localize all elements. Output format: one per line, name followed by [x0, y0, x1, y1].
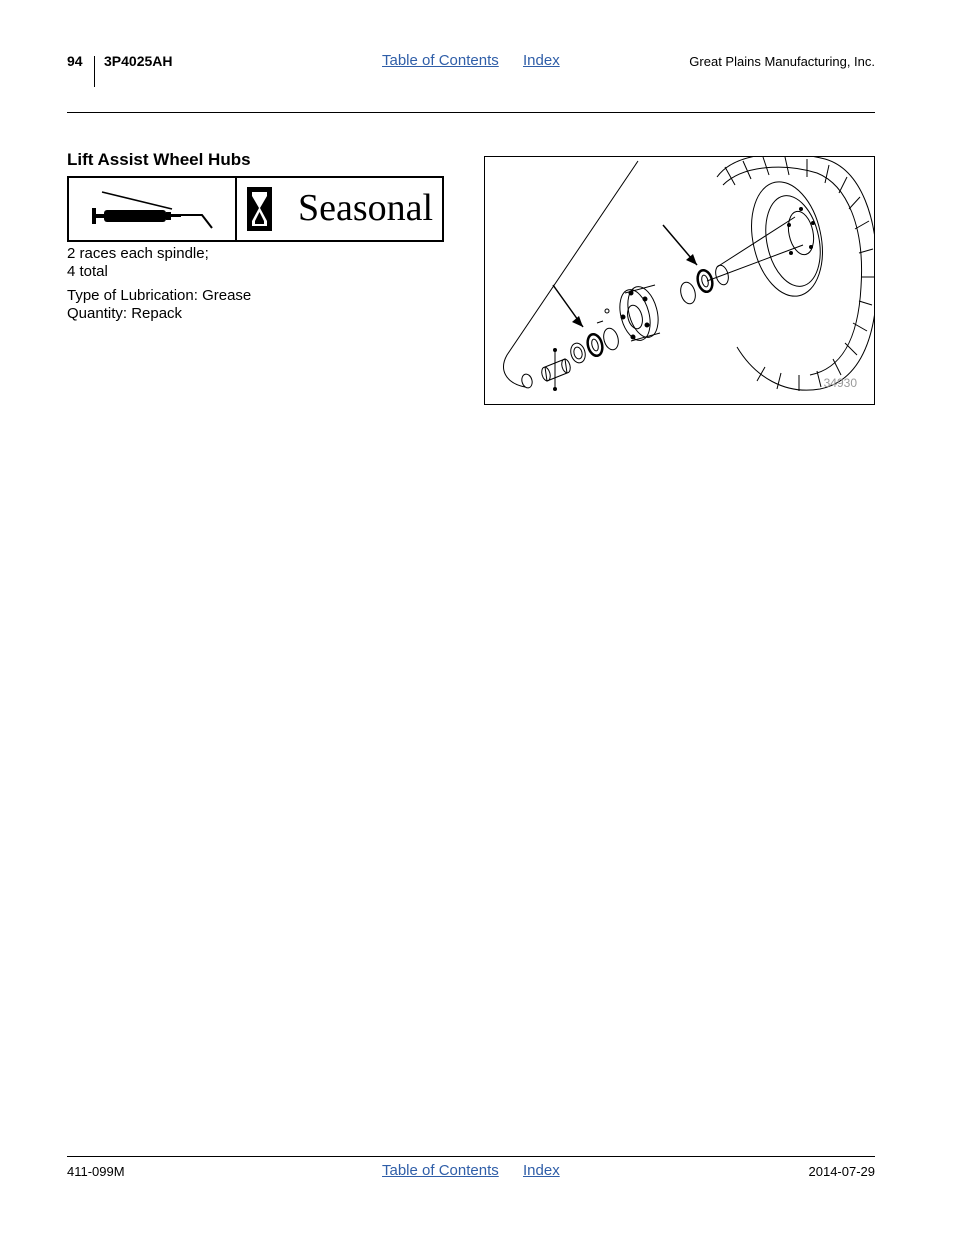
grease-gun-icon — [69, 178, 235, 240]
figure-number: 34930 — [823, 376, 857, 390]
footer-rule — [67, 1156, 875, 1157]
hourglass-icon — [247, 187, 272, 231]
bearing-description — [67, 245, 209, 280]
footer-index-link[interactable]: Index — [523, 1162, 560, 1179]
document-number: 411-099M — [67, 1164, 125, 1179]
lube-type-cell — [69, 178, 237, 240]
lubrication-type: Type of Lubrication: Grease — [67, 287, 252, 304]
page-number: 94 — [67, 53, 83, 69]
lubrication-chart — [67, 176, 444, 242]
header-toc-link[interactable]: Table of Contents — [382, 52, 499, 69]
description-line: 2 races each spindle; — [67, 245, 209, 262]
header-index-link[interactable]: Index — [523, 52, 560, 69]
revision-date: 2014-07-29 — [808, 1164, 875, 1179]
header-divider — [94, 56, 95, 87]
lubrication-quantity: Quantity: Repack — [67, 304, 183, 322]
description-line: 4 total — [67, 262, 108, 280]
footer-toc-link[interactable]: Table of Contents — [382, 1162, 499, 1179]
lube-interval-label: Seasonal — [298, 187, 434, 229]
company-name: Great Plains Manufacturing, Inc. — [689, 54, 875, 69]
model-number: 3P4025AH — [104, 53, 173, 69]
section-title: Lift Assist Wheel Hubs — [67, 150, 251, 169]
wheel-hub-figure — [484, 156, 875, 405]
lubrication-details — [67, 287, 251, 322]
wheel-hub-exploded-illustration — [485, 157, 874, 404]
lube-interval-cell — [237, 178, 442, 240]
header-rule — [67, 112, 875, 113]
